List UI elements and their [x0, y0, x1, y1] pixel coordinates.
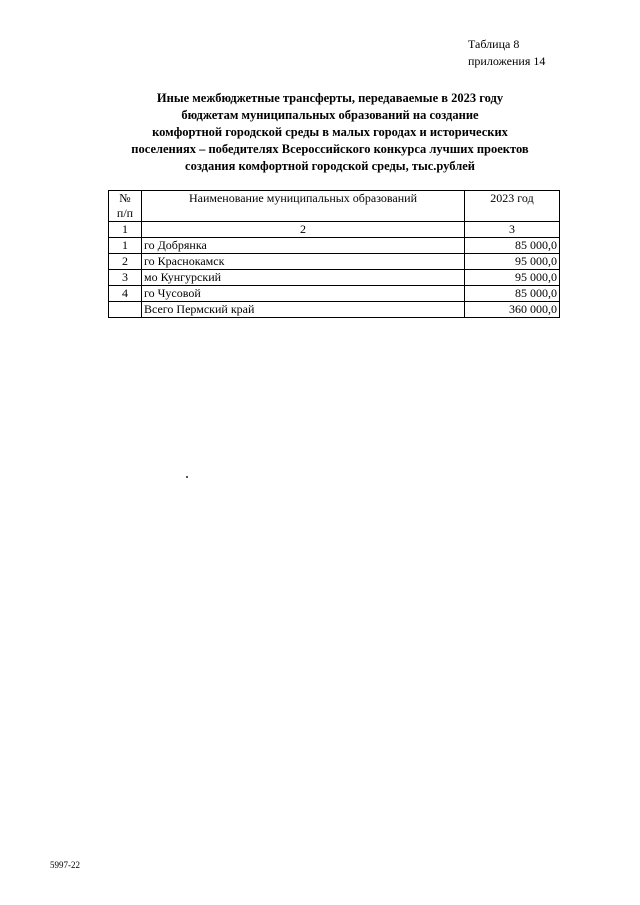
header-name: Наименование муниципальных образований [142, 191, 465, 222]
row-value: 95 000,0 [465, 270, 560, 286]
total-value: 360 000,0 [465, 302, 560, 318]
transfers-table [108, 190, 560, 318]
row-name: го Чусовой [142, 286, 465, 302]
total-num [109, 302, 142, 318]
row-num: 3 [109, 270, 142, 286]
header-num: № п/п [109, 191, 142, 222]
index-cell: 3 [465, 222, 560, 238]
table-reference [468, 36, 545, 70]
row-value: 85 000,0 [465, 238, 560, 254]
row-name: го Краснокамск [142, 254, 465, 270]
row-num: 2 [109, 254, 142, 270]
row-name: го Добрянка [142, 238, 465, 254]
index-cell: 2 [142, 222, 465, 238]
title-line: создания комфортной городской среды, тыс.рублей [185, 159, 475, 173]
table-total-row [109, 302, 560, 318]
header-year: 2023 год [465, 191, 560, 222]
row-value: 85 000,0 [465, 286, 560, 302]
table-index-row [109, 222, 560, 238]
total-name: Всего Пермский край [142, 302, 465, 318]
row-value: 95 000,0 [465, 254, 560, 270]
table-row [109, 286, 560, 302]
row-num: 4 [109, 286, 142, 302]
table-row [109, 254, 560, 270]
table-row [109, 270, 560, 286]
row-num: 1 [109, 238, 142, 254]
table-row [109, 238, 560, 254]
index-cell: 1 [109, 222, 142, 238]
scan-speck [186, 476, 188, 478]
title-line: бюджетам муниципальных образований на создание [181, 108, 479, 122]
table-header-row [109, 191, 560, 222]
row-name: мо Кунгурский [142, 270, 465, 286]
title-line: комфортной городской среды в малых городах и исторических [152, 125, 508, 139]
title-line: Иные межбюджетные трансферты, передаваемые в 2023 году [156, 91, 504, 105]
document-code: 5997-22 [50, 860, 80, 870]
appendix-number: приложения 14 [468, 54, 546, 68]
document-title [100, 90, 560, 175]
table-number: Таблица 8 [468, 37, 520, 51]
title-line: поселениях – победителях Всероссийского конкурса лучших проектов [131, 142, 529, 156]
